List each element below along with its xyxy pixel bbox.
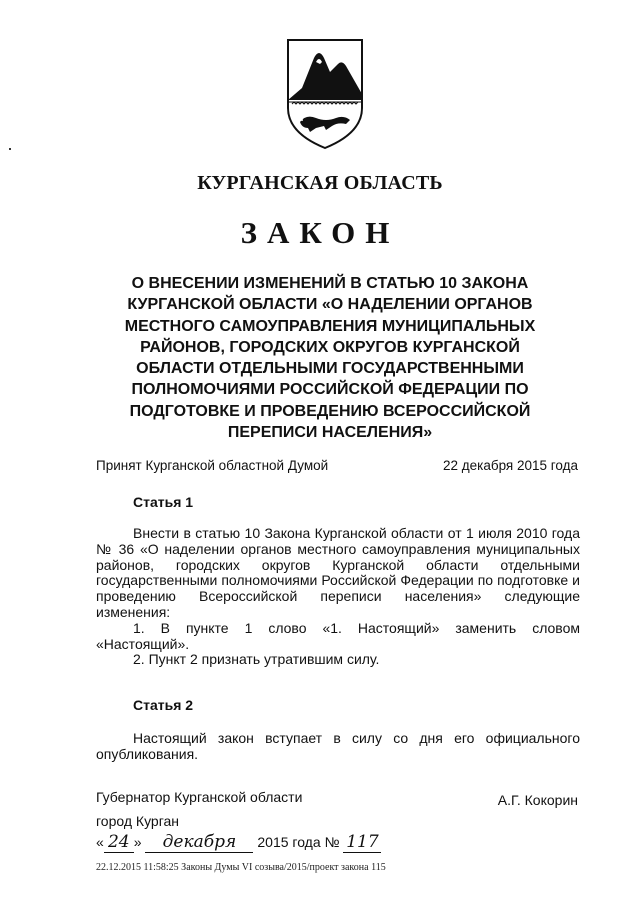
file-stamp: 22.12.2015 11:58:25 Законы Думы VI созыва/2015/проект закона 115 <box>96 862 386 873</box>
article-1-heading: Статья 1 <box>133 494 194 510</box>
signing-date-line <box>96 832 381 853</box>
article-1-item-2: 2. Пункт 2 признать утратившим силу. <box>133 651 380 668</box>
signatory-name: А.Г. Кокорин <box>497 792 578 808</box>
signing-day: 24 <box>104 832 134 853</box>
signatory-position: Губернатор Курганской области <box>96 789 303 805</box>
article-1-body <box>96 526 580 668</box>
region-name: КУРГАНСКАЯ ОБЛАСТЬ <box>197 172 443 194</box>
article-1-text: Внести в статью 10 Закона Курганской области от 1 июля 2010 года № 36 «О наделении органов местного самоуправления муниципальных районов, городских округов Курганской области отдельными государственными полномочиями Российской Федерации по подготовке и проведению Всероссийской переписи населения» следующие изменения: <box>96 525 580 620</box>
scan-speck <box>9 148 11 150</box>
document-type-heading: ЗАКОН <box>240 215 400 250</box>
close-quote: » <box>133 834 142 850</box>
signing-month: декабря <box>145 832 253 853</box>
adoption-date: 22 декабря 2015 года <box>442 458 578 473</box>
law-title: О ВНЕСЕНИИ ИЗМЕНЕНИЙ В СТАТЬЮ 10 ЗАКОНА КУРГАНСКОЙ ОБЛАСТИ «О НАДЕЛЕНИИ ОРГАНОВ МЕСТНОГО САМОУПРАВЛЕНИЯ МУНИЦИПАЛЬНЫХ РАЙОНОВ, ГОРОДСКИХ ОКРУГОВ КУРГАНСКОЙ ОБЛАСТИ ОТДЕЛЬНЫМИ ГОСУДАРСТВЕННЫМИ ПОЛНОМОЧИЯМИ РОССИЙСКОЙ ФЕДЕРАЦИИ ПО ПОДГОТОВКЕ И ПРОВЕДЕНИЮ ВСЕРОССИЙСКОЙ ПЕРЕПИСИ НАСЕЛЕНИЯ» <box>124 275 536 442</box>
law-number: 117 <box>343 832 381 853</box>
signing-year-text: 2015 года № <box>257 834 340 850</box>
article-2-text: Настоящий закон вступает в силу со дня его официального опубликования. <box>96 730 580 762</box>
article-2-heading: Статья 2 <box>133 697 194 713</box>
open-quote: « <box>96 834 104 850</box>
kurgan-oblast-coat-of-arms-icon <box>286 38 364 150</box>
article-1-item-1: 1. В пункте 1 слово «1. Настоящий» заменить словом «Настоящий». <box>96 619 580 652</box>
article-2-body <box>96 731 580 763</box>
signing-city: город Курган <box>96 813 180 829</box>
adopted-by: Принят Курганской областной Думой <box>96 458 329 473</box>
